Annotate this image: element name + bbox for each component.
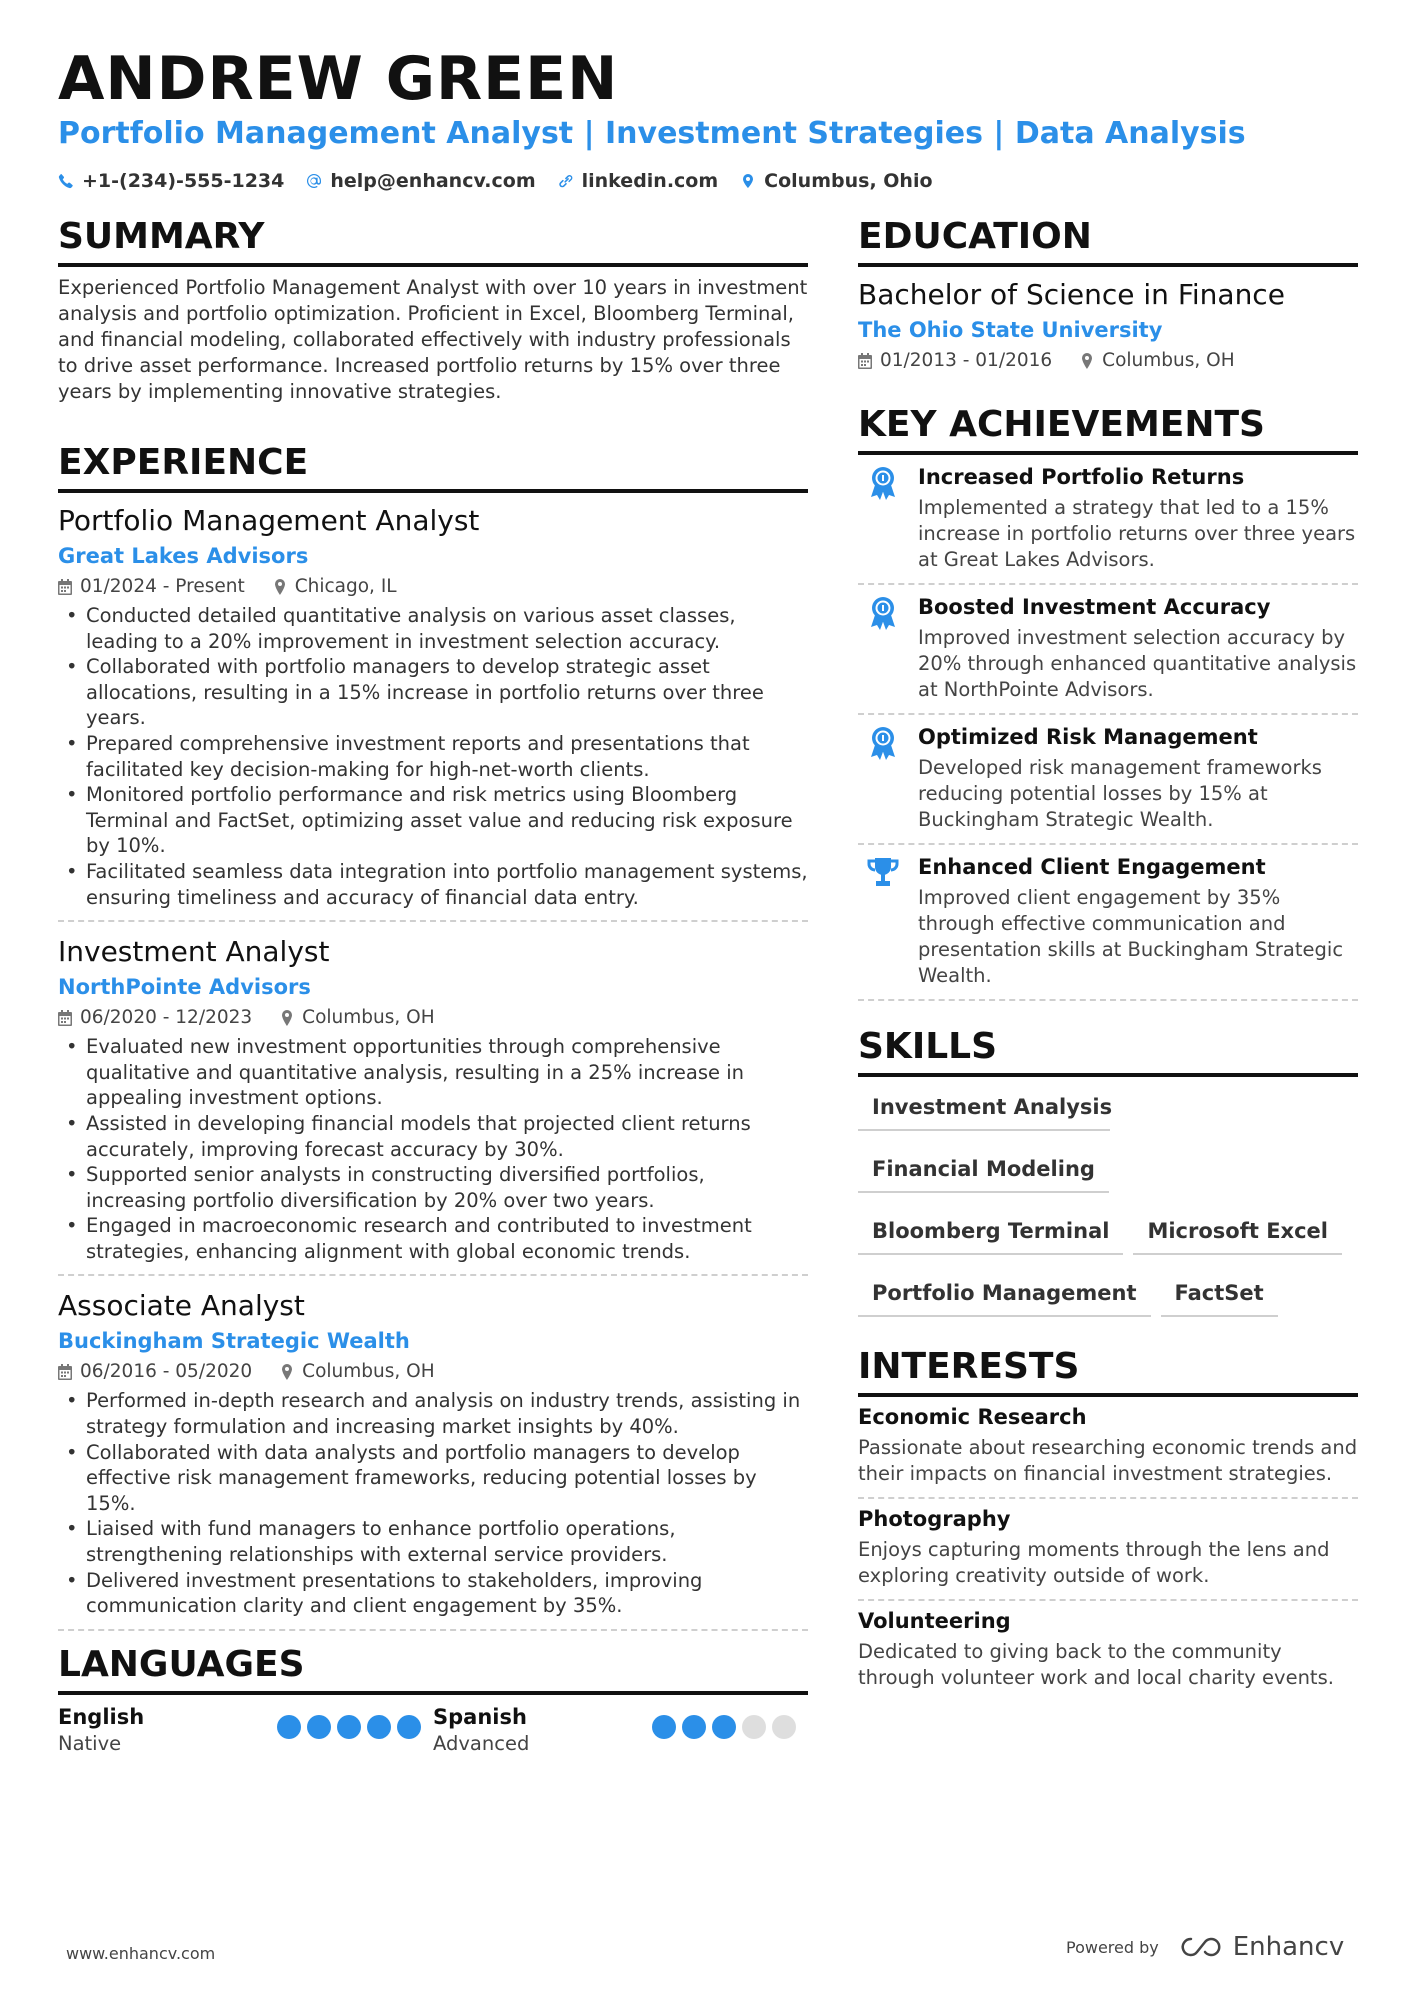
achievement-icon-wrap bbox=[866, 593, 902, 703]
achievement-title: Optimized Risk Management bbox=[918, 725, 1258, 749]
rating-dot-filled bbox=[397, 1715, 421, 1739]
language-rating bbox=[652, 1715, 796, 1757]
education-dates-text: 01/2013 - 01/2016 bbox=[880, 350, 1053, 371]
award-ribbon-icon bbox=[866, 465, 900, 501]
job-title: Portfolio Management Analyst bbox=[58, 504, 480, 537]
trophy-icon bbox=[866, 855, 900, 891]
achievement-desc: Improved investment selection accuracy by 20% through enhanced quantitative analysis at NorthPointe Advisors. bbox=[918, 626, 1357, 701]
summary-heading: SUMMARY bbox=[58, 215, 808, 267]
achievement-item bbox=[858, 845, 1358, 1001]
language-item bbox=[433, 1703, 808, 1757]
job-location-text: Columbus, OH bbox=[302, 1361, 435, 1383]
rating-dot-filled bbox=[277, 1715, 301, 1739]
rating-dot-empty bbox=[772, 1715, 796, 1739]
languages-list bbox=[58, 1703, 808, 1757]
job-dates-text: 01/2024 - Present bbox=[80, 576, 245, 597]
language-rating bbox=[277, 1715, 421, 1757]
job-location bbox=[280, 1358, 434, 1386]
job-bullet: • Collaborated with data analysts and portfolio managers to develop effective risk management frameworks, reducing potential losses by 15%. bbox=[58, 1440, 808, 1517]
award-ribbon-icon bbox=[866, 725, 900, 761]
job-meta bbox=[58, 1004, 808, 1032]
skill-tag: Microsoft Excel bbox=[1133, 1207, 1342, 1255]
achievement-item bbox=[858, 455, 1358, 585]
job-bullet: • Delivered investment presentations to stakeholders, improving communication clarity and client engagement by 35%. bbox=[58, 1568, 808, 1619]
job-meta bbox=[58, 573, 808, 601]
achievement-icon-wrap bbox=[866, 463, 902, 573]
achievement-title: Increased Portfolio Returns bbox=[918, 465, 1245, 489]
right-column bbox=[858, 215, 1358, 1701]
language-name: English bbox=[58, 1704, 145, 1729]
skill-tag: Bloomberg Terminal bbox=[858, 1207, 1123, 1255]
enhancv-logo-icon bbox=[1179, 1935, 1223, 1959]
languages-heading: LANGUAGES bbox=[58, 1643, 808, 1695]
experience-entry bbox=[58, 503, 808, 922]
interest-item bbox=[858, 1499, 1358, 1601]
skill-tag: Portfolio Management bbox=[858, 1269, 1151, 1317]
experience-entry bbox=[58, 1288, 808, 1630]
summary-text: Experienced Portfolio Management Analyst with over 10 years in investment analysis and portfolio optimization. Proficient in Excel, Bloomberg Terminal, and financial modeling, collaborated effectively with industry professionals to drive asset performance. Increased portfolio returns by 15% over three years by implementing innovative strategies. bbox=[58, 276, 808, 403]
candidate-headline: Portfolio Management Analyst | Investment Strategies | Data Analysis bbox=[58, 116, 1246, 151]
job-company: Great Lakes Advisors bbox=[58, 544, 309, 568]
brand-name: Enhancv bbox=[1232, 1932, 1345, 1962]
contact-bar bbox=[58, 170, 933, 192]
contact-location bbox=[740, 170, 932, 192]
achievement-desc: Developed risk management frameworks reducing potential losses by 15% at Buckingham Strategic Wealth. bbox=[918, 756, 1322, 831]
job-company: NorthPointe Advisors bbox=[58, 975, 311, 1000]
interest-item bbox=[858, 1601, 1358, 1701]
job-bullet: • Prepared comprehensive investment reports and presentations that facilitated key decision-making for high-net-worth clients. bbox=[58, 731, 808, 782]
location-pin-icon bbox=[740, 173, 756, 189]
job-bullet: • Engaged in macroeconomic research and contributed to investment strategies, enhancing alignment with global economic trends. bbox=[58, 1213, 808, 1264]
language-level: Advanced bbox=[433, 1731, 530, 1755]
job-location bbox=[273, 573, 397, 601]
education-degree: Bachelor of Science in Finance bbox=[858, 278, 1285, 311]
brand-logo[interactable] bbox=[1179, 1932, 1344, 1962]
calendar-icon bbox=[858, 353, 872, 369]
rating-dot-filled bbox=[307, 1715, 331, 1739]
job-location bbox=[280, 1004, 434, 1032]
powered-by-label: Powered by bbox=[1066, 1937, 1159, 1957]
contact-linkedin-text: linkedin.com bbox=[581, 170, 719, 192]
achievement-item bbox=[858, 715, 1358, 845]
experience-entry bbox=[58, 934, 808, 1276]
rating-dot-empty bbox=[742, 1715, 766, 1739]
job-bullet: • Performed in-depth research and analysis on industry trends, assisting in strategy formulation and increasing market insights by 40%. bbox=[58, 1388, 808, 1439]
rating-dot-filled bbox=[682, 1715, 706, 1739]
interest-title: Volunteering bbox=[858, 1609, 1011, 1633]
job-meta bbox=[58, 1358, 808, 1386]
link-icon bbox=[558, 173, 574, 189]
interest-title: Photography bbox=[858, 1507, 1011, 1531]
candidate-name: ANDREW GREEN bbox=[58, 44, 619, 114]
job-bullet: • Evaluated new investment opportunities through comprehensive qualitative and quantitative analysis, resulting in a 25% increase in appealing investment options. bbox=[58, 1034, 808, 1111]
rating-dot-filled bbox=[337, 1715, 361, 1739]
contact-email-text: help@enhancv.com bbox=[330, 170, 536, 192]
job-bullet: • Conducted detailed quantitative analysis on various asset classes, leading to a 20% improvement in investment selection accuracy. bbox=[58, 603, 808, 654]
contact-phone[interactable] bbox=[58, 170, 284, 192]
education-heading: EDUCATION bbox=[858, 215, 1358, 267]
job-bullet: • Monitored portfolio performance and risk metrics using Bloomberg Terminal and FactSet, optimizing asset value and reducing risk exposure by 10%. bbox=[58, 782, 808, 859]
education-meta bbox=[858, 347, 1358, 375]
job-dates-text: 06/2016 - 05/2020 bbox=[80, 1361, 253, 1383]
contact-linkedin[interactable] bbox=[558, 170, 719, 192]
achievement-icon-wrap bbox=[866, 853, 902, 989]
skills-list bbox=[858, 1083, 1358, 1331]
job-dates bbox=[58, 1004, 252, 1032]
job-bullet: • Collaborated with portfolio managers to develop strategic asset allocations, resulting in a 15% increase in portfolio returns over three years. bbox=[58, 654, 808, 731]
interest-desc: Passionate about researching economic trends and their impacts on financial investment strategies. bbox=[858, 1436, 1358, 1485]
interest-desc: Enjoys capturing moments through the lens and exploring creativity outside of work. bbox=[858, 1538, 1330, 1587]
rating-dot-filled bbox=[652, 1715, 676, 1739]
interest-title: Economic Research bbox=[858, 1405, 1087, 1429]
rating-dot-filled bbox=[367, 1715, 391, 1739]
job-dates bbox=[58, 1358, 252, 1386]
calendar-icon bbox=[58, 579, 72, 595]
award-ribbon-icon bbox=[866, 595, 900, 631]
language-name: Spanish bbox=[433, 1704, 527, 1729]
skill-tag: FactSet bbox=[1161, 1269, 1278, 1317]
calendar-icon bbox=[58, 1364, 72, 1380]
achievement-title: Boosted Investment Accuracy bbox=[918, 595, 1271, 619]
calendar-icon bbox=[58, 1010, 72, 1026]
at-icon bbox=[306, 173, 322, 189]
job-location-text: Chicago, IL bbox=[294, 576, 397, 597]
education-dates bbox=[858, 347, 1052, 375]
job-location-text: Columbus, OH bbox=[302, 1007, 435, 1029]
footer-website[interactable]: www.enhancv.com bbox=[66, 1944, 216, 1963]
language-item bbox=[58, 1703, 433, 1757]
job-bullet: • Facilitated seamless data integration into portfolio management systems, ensuring timeliness and accuracy of financial data entry. bbox=[58, 859, 808, 910]
achievement-desc: Improved client engagement by 35% through effective communication and presentation skills at Buckingham Strategic Wealth. bbox=[918, 886, 1344, 987]
location-pin-icon bbox=[280, 1364, 294, 1380]
job-dates-text: 06/2020 - 12/2023 bbox=[80, 1007, 253, 1029]
achievements-heading: KEY ACHIEVEMENTS bbox=[858, 403, 1358, 455]
rating-dot-filled bbox=[712, 1715, 736, 1739]
skill-tag: Investment Analysis bbox=[858, 1083, 1110, 1131]
education-location bbox=[1080, 347, 1234, 375]
contact-email[interactable] bbox=[306, 170, 535, 192]
achievement-icon-wrap bbox=[866, 723, 902, 833]
skills-heading: SKILLS bbox=[858, 1025, 1358, 1077]
job-dates bbox=[58, 573, 245, 601]
contact-phone-text: +1-(234)-555-1234 bbox=[82, 170, 285, 192]
achievement-desc: Implemented a strategy that led to a 15% increase in portfolio returns over three years at Great Lakes Advisors. bbox=[918, 496, 1356, 571]
education-school: The Ohio State University bbox=[858, 318, 1163, 342]
location-pin-icon bbox=[1080, 353, 1094, 369]
language-level: Native bbox=[58, 1731, 122, 1755]
left-column bbox=[58, 215, 808, 1757]
experience-heading: EXPERIENCE bbox=[58, 441, 808, 493]
achievement-item bbox=[858, 585, 1358, 715]
job-title: Investment Analyst bbox=[58, 935, 330, 969]
job-bullet: • Liaised with fund managers to enhance portfolio operations, strengthening relationships with external service providers. bbox=[58, 1516, 808, 1567]
interests-heading: INTERESTS bbox=[858, 1345, 1358, 1397]
skills-row-spacer bbox=[1120, 1083, 1320, 1145]
job-bullets bbox=[58, 1388, 808, 1618]
interest-item bbox=[858, 1397, 1358, 1499]
location-pin-icon bbox=[273, 579, 287, 595]
job-bullet: • Supported senior analysts in constructing diversified portfolios, increasing portfolio diversification by 20% over two years. bbox=[58, 1162, 808, 1213]
interest-desc: Dedicated to giving back to the community through volunteer work and local charity events. bbox=[858, 1640, 1334, 1689]
contact-location-text: Columbus, Ohio bbox=[764, 170, 933, 192]
job-bullets bbox=[58, 603, 808, 910]
education-location-text: Columbus, OH bbox=[1102, 350, 1235, 371]
job-bullet: • Assisted in developing financial models that projected client returns accurately, improving forecast accuracy by 30%. bbox=[58, 1111, 808, 1162]
footer-branding bbox=[1066, 1932, 1344, 1962]
job-company: Buckingham Strategic Wealth bbox=[58, 1329, 410, 1354]
phone-icon bbox=[58, 173, 74, 189]
achievement-title: Enhanced Client Engagement bbox=[918, 855, 1266, 879]
skill-tag: Financial Modeling bbox=[858, 1145, 1109, 1193]
job-title: Associate Analyst bbox=[58, 1289, 305, 1323]
job-bullets bbox=[58, 1034, 808, 1264]
location-pin-icon bbox=[280, 1010, 294, 1026]
